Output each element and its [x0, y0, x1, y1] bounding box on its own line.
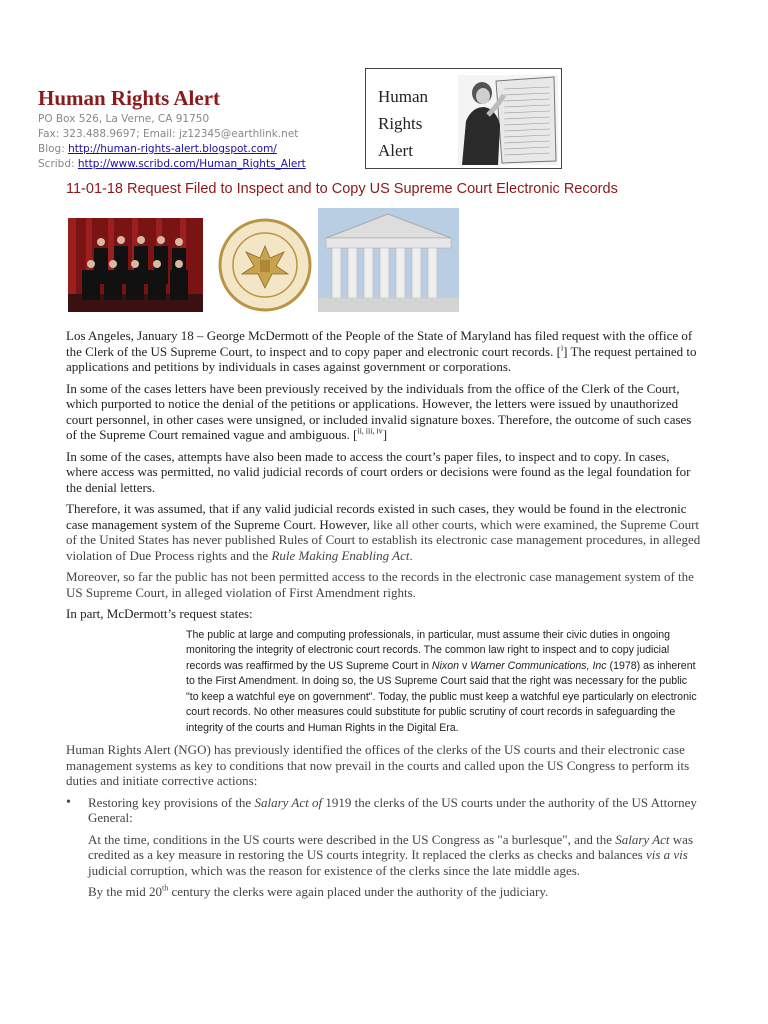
paragraph-3: In some of the cases, attempts have also been made to access the court’s paper files, to inspect and to copy. In cases, where access was permitted, no valid judicial records of court orders or decisions were found as the legal foundation for the denial letters.: [66, 448, 691, 495]
paragraph-2: In some of the cases letters have been previously received by the individuals from the office of the Clerk of the Court, which purported to notice the denial of the petitions or applications. However, the letters were issued by unauthorized court personnel, in other cases were unsigned, or included invalid signature boxes. Therefore, the outcome of such cases of the Supreme Court remained vague and ambiguous. [$^{ii, iii, iv}$]: [66, 380, 692, 442]
supreme-court-seal: [218, 218, 312, 312]
scribd-line: [38, 157, 348, 172]
blog-link[interactable]: http://human-rights-alert.blogspot.com/: [68, 143, 277, 155]
logo-line-3: Alert: [378, 141, 413, 160]
sub-paragraph-1: At the time, conditions in the US courts were described in the US Congress as "a burlesque", and the Salary Act was credited as a key measure in restoring the US courts integrity. It replaced the clerks as checks and balances vis a vis judicial corruption, which was the reason for existence of the clerks since the late middle ages.: [88, 831, 694, 878]
actions-list: [66, 795, 702, 826]
woman-with-document-photo: [458, 75, 558, 165]
endnote-ref-1[interactable]: i: [560, 343, 564, 353]
letterhead: [38, 86, 348, 172]
hra-logo: [365, 68, 562, 169]
blog-label: Blog:: [38, 143, 65, 155]
scribd-link[interactable]: http://www.scribd.com/Human_Rights_Alert: [77, 158, 306, 170]
org-name: Human Rights Alert: [38, 86, 221, 110]
request-quote: The public at large and computing professionals, in particular, must assume their civic duties in ongoing monitoring the integrity of electronic court records. The common law right to inspect and to copy judicial records was reaffirmed by the US Supreme Court in Nixon v Warner Communications, Inc (1978) as inherent to the First Amendment. In doing so, the US Supreme Court said that the right was necessary for the public "to keep a watchful eye on government". Today, the public must keep a watchful eye particularly on electronic court records. No other measures could substitute for public scrutiny of court records in safeguarding the integrity of the courts and Human Rights in the Digital Era.: [186, 628, 697, 734]
supreme-court-building-photo: [318, 208, 459, 312]
scribd-label: Scribd:: [38, 158, 75, 170]
endnote-ref-2[interactable]: ii, iii, iv: [357, 426, 383, 436]
logo-line-2: Rights: [378, 114, 423, 133]
paragraph-4: Therefore, it was assumed, that if any valid judicial records existed in such cases, they would be found in the electronic case management system of the Supreme Court. However, like all other courts, which were examined, the Supreme Court of the United States has never published Rules of Court to establish its electronic case management procedures, in alleged violation of Due Process rights and the Rule Making Enabling Act.: [66, 501, 701, 563]
list-item: • Restoring key provisions of the Salary Act of 1919 the clerks of the US courts under the authority of the US Attorney General:: [66, 795, 702, 826]
paragraph-7: Human Rights Alert (NGO) has previously identified the offices of the clerks of the US courts and their electronic case management systems as key to conditions that now prevail in the courts and called upon the US Congress to perform its duties and initiate corrective actions:: [66, 742, 690, 788]
address: PO Box 526, La Verne, CA 91750: [38, 113, 210, 125]
paragraph-1: Los Angeles, January 18 – George McDermott of the People of the State of Maryland has filed request with the office of the Clerk of the US Supreme Court, to inspect and to copy paper and electronic court records. [$^i$] The request pertained to applications and petitions by individuals in cases against government or corporations.: [66, 328, 697, 374]
sub-paragraph-2: By the mid 20th century the clerks were again placed under the authority of the judiciary.: [88, 883, 549, 899]
article-body: [66, 328, 702, 906]
blog-line: [38, 142, 348, 157]
paragraph-6: In part, McDermott’s request states:: [66, 606, 253, 621]
logo-line-1: Human: [378, 87, 429, 106]
logo-text: [378, 83, 428, 164]
fax-email: Fax: 323.488.9697; Email: jz12345@earthlink.net: [38, 128, 299, 140]
paragraph-5: Moreover, so far the public has not been permitted access to the records in the electronic case management system of the US Supreme Court, in alleged violation of First Amendment rights.: [66, 569, 694, 600]
document-title: 11-01-18 Request Filed to Inspect and to Copy US Supreme Court Electronic Records: [66, 181, 618, 197]
supreme-court-justices-photo: [68, 218, 203, 312]
